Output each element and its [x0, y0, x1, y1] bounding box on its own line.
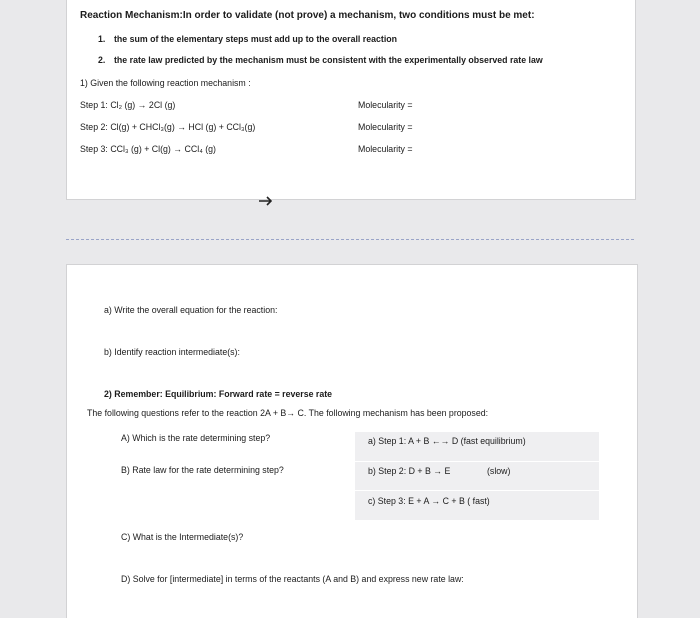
mechanism-step-1: a) Step 1: A + B ←→ D (fast equilibrium): [368, 436, 526, 446]
step-3-equation: Step 3: CCl₃ (g) + Cl(g) → CCl₄ (g): [80, 144, 216, 154]
question-b: b) Identify reaction intermediate(s):: [104, 347, 240, 357]
condition-number-1: 1.: [98, 34, 106, 44]
mechanism-step-2: b) Step 2: D + B → E: [368, 466, 451, 476]
step-2-molecularity: Molecularity =: [358, 122, 413, 132]
question-1-intro: 1) Given the following reaction mechanism :: [80, 78, 251, 88]
mechanism-row-divider: [355, 490, 599, 491]
condition-number-2: 2.: [98, 55, 106, 65]
step-1-molecularity: Molecularity =: [358, 100, 413, 110]
question-a: a) Write the overall equation for the reaction:: [104, 305, 278, 315]
question-2-b: B) Rate law for the rate determining step?: [121, 465, 284, 475]
condition-text-1: the sum of the elementary steps must add up to the overall reaction: [114, 34, 398, 44]
condition-text-2: the rate law predicted by the mechanism must be consistent with the experimentally observed rate law: [114, 55, 543, 65]
question-2-a: A) Which is the rate determining step?: [121, 433, 271, 443]
section-title-rest: In order to validate (not prove) a mechanism, two conditions must be met:: [182, 10, 535, 21]
mechanism-row-divider: [355, 461, 599, 462]
section-divider: [66, 239, 634, 240]
step-2-equation: Step 2: Cl(g) + CHCl₃(g) → HCl (g) + CCl₃(g): [80, 122, 256, 132]
question-2-heading: 2) Remember: Equilibrium: Forward rate = reverse rate: [104, 389, 333, 399]
question-2-d: D) Solve for [intermediate] in terms of the reactants (A and B) and express new rate law:: [121, 574, 464, 584]
step-1-equation: Step 1: Cl₂ (g) → 2Cl (g): [80, 100, 176, 110]
mechanism-step-2-note: (slow): [487, 466, 511, 476]
question-2-c: C) What is the Intermediate(s)?: [121, 532, 244, 542]
mechanism-step-3: c) Step 3: E + A → C + B ( fast): [368, 496, 490, 506]
mouse-cursor-icon: [258, 196, 272, 210]
step-3-molecularity: Molecularity =: [358, 144, 413, 154]
question-2-intro: The following questions refer to the reaction 2A + B→ C. The following mechanism has been proposed:: [87, 408, 489, 418]
section-title: [80, 10, 535, 22]
section-title-bold: Reaction Mechanism:: [80, 10, 183, 21]
